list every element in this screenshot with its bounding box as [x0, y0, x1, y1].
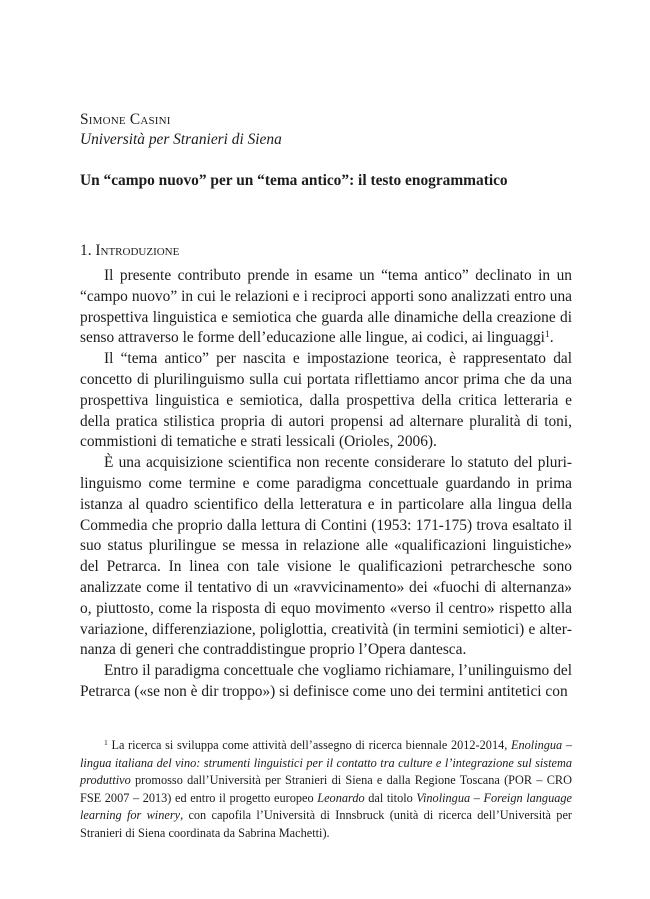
section-title: Introduzione [95, 242, 180, 259]
paragraph-4: Entro il paradigma concettuale che vogliamo richiamare, l’unilinguismo del Petrarca («se non è dir troppo») si definisce come uno dei termini antitetici con [80, 662, 572, 700]
footnote-italic-leonardo: Leonardo [317, 790, 365, 805]
footnote-1 [80, 737, 572, 843]
paragraph-1-end: . [549, 329, 554, 347]
footnote-text-4: , con capofila l’Università di Innsbruck (unità di ricerca dell’Università per Stranieri di Siena coordinata da Sabrina Machetti). [80, 808, 573, 840]
paragraph-1 [80, 266, 572, 349]
footnote-text-2: promosso dall’Università per Stranieri di Siena e dalla Regione Toscana (POR – CRO FSE 2007 – 2013) ed entro il progetto europeo [80, 773, 572, 805]
author-name: Simone Casini [80, 111, 171, 128]
paragraph-2: Il “tema antico” per nascita e impostazione teorica, è rappresentato dal concetto di plurilinguismo sulla cui portata riflettiamo ancor prima che da una prospettiva linguistica e semiotica, dalla prospettiva della critica letteraria e della pratica stilistica propria di autori propensi ad alternare pluralità di toni, commistioni di tematiche e strati lessicali (Orioles, 2006). [80, 350, 572, 451]
section-number: 1. [80, 242, 96, 259]
footnote-ref-1[interactable]: 1 [544, 329, 550, 341]
author-block [80, 110, 572, 150]
footnote-italic-project-title: Enolingua – lingua italiana del vino: strumenti linguistici per il contatto tra culture e l’integrazione sul sistema produttivo [80, 738, 572, 788]
author-affiliation: Università per Stranieri di Siena [80, 131, 282, 148]
paragraph-3: È una acquisizione scientifica non recente considerare lo statuto del plurilinguismo come termine e come paradigma concettuale guardando in prima istanza al quadro scientifico della letteratura e in particolare alla lingua della Commedia che proprio dalla lettura di Contini (1953: 171-175) trova esaltato il suo status plurilingue se messa in relazione alle «qualificazioni linguistiche» del Petrarca. In linea con tale visione le qualificazioni petrarchesche sono analizzate come il tentativo di un «ravvicinamento» dei «fuochi di alternanza» o, piuttosto, come la risposta di equo movimento «verso il centro» rispetto alla variazione, differenziazione, poliglottia, creatività (in termini semiotici) e alternanza di generi che contraddistingue proprio l’Opera dantesca. [80, 454, 572, 659]
section-heading [80, 241, 572, 261]
footnote [80, 737, 572, 843]
footnote-italic-vinolingua: Vinolingua – Foreign language learning for winery [80, 790, 572, 823]
paragraph-1-text: Il presente contributo prende in esame un “tema antico” declinato in un “campo nuovo” in cui le relazioni e i reciproci apporti sono analizzati entro una prospettiva linguistica e semiotica che guarda alle dinamiche della creazione di senso attraverso le forme dell’educazione alle lingue, ai codici, ai linguaggi [80, 267, 572, 347]
article-title: Un “campo nuovo” per un “tema antico”: il testo enogrammatico [80, 172, 508, 189]
body-text [80, 266, 572, 703]
footnote-text-3: dal titolo [364, 790, 417, 805]
footnote-number: 1 [104, 737, 108, 747]
footnote-text-1: La ricerca si sviluppa come attività dell’assegno di ricerca biennale 2012-2014, [107, 738, 511, 752]
